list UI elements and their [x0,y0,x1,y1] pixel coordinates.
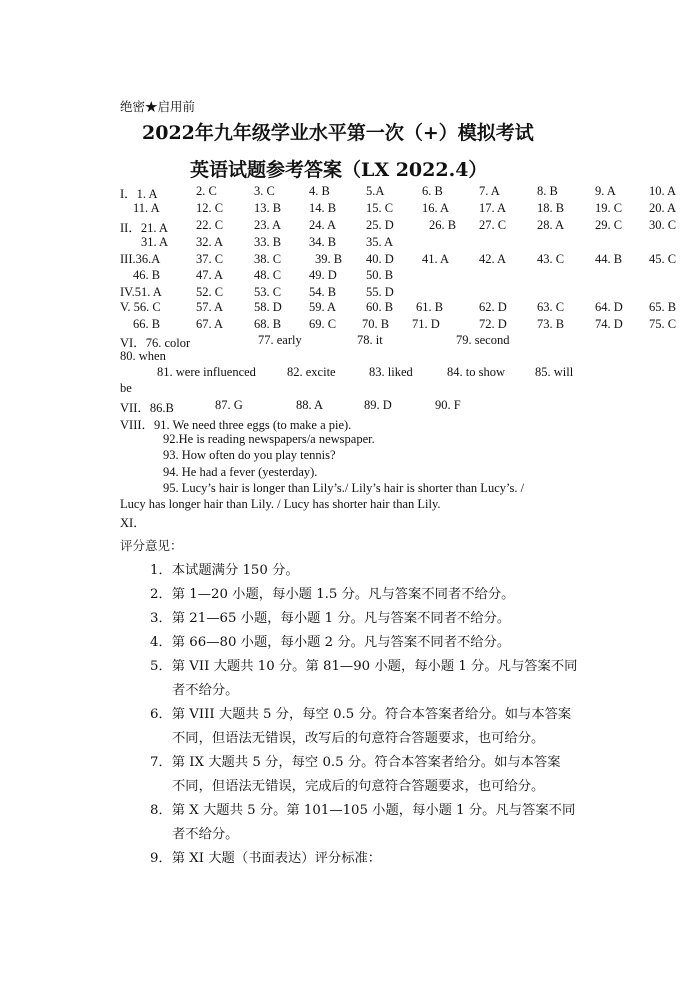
answer-55: 55. D [366,285,394,299]
answer-75: 75. C [649,317,677,331]
grading-heading: 评分意见： [120,538,183,553]
answer-7: 7. A [479,184,500,198]
answer-25: 25. D [366,218,394,232]
answer-77: 77. early [258,333,302,347]
answer-84: 84. to show [447,365,505,379]
section-11-label: XI． [120,516,146,530]
answer-9: 9. A [595,184,616,198]
grading-item-9: 9．第 XI 大题（书面表达）评分标准： [150,851,382,866]
answer-95-cont: Lucy has longer hair than Lily. / Lucy has shorter hair than Lily. [120,497,441,511]
answer-16: 16. A [422,201,450,215]
answer-85: 85. will [535,365,574,379]
answer-71: 71. D [412,317,440,331]
answer-23: 23. A [254,218,282,232]
answer-88: 88. A [296,398,324,412]
answer-3: 3. C [254,184,275,198]
grading-item-5: 5．第 VII 大题共 10 分。第 81—90 小题，每小题 1 分。凡与答案不同 [150,659,578,674]
answer-44: 44. B [595,252,623,266]
grading-item-4: 4．第 66—80 小题，每小题 2 分。凡与答案不同者不给分。 [150,635,511,650]
answer-78: 78. it [357,333,383,347]
secret-label: 绝密★启用前 [120,100,196,114]
answer-27: 27. C [479,218,507,232]
answer-91: VIII．91. We need three eggs (to make a pie). [120,418,352,432]
grading-item-1: 1．本试题满分 150 分。 [150,563,299,578]
answer-83: 83. liked [369,365,413,379]
answer-14: 14. B [309,201,337,215]
answer-48: 48. C [254,268,282,282]
answer-65: 65. B [649,300,677,314]
answer-5: 5.A [366,184,385,198]
answer-45: 45. C [649,252,677,266]
answer-30: 30. C [649,218,677,232]
answer-62: 62. D [479,300,507,314]
answer-19: 19. C [595,201,623,215]
answer-33: 33. B [254,235,282,249]
answer-13: 13. B [254,201,282,215]
answer-93: 93. How often do you play tennis? [163,448,336,462]
answer-35: 35. A [366,235,394,249]
answer-59: 59. A [309,300,337,314]
answer-87: 87. G [215,398,243,412]
answer-56: V. 56. C [120,300,161,314]
grading-item-8-cont: 者不给分。 [172,827,239,842]
answer-68: 68. B [254,317,282,331]
answer-46: 46. B [133,268,161,282]
answer-58: 58. D [254,300,282,314]
answer-6: 6. B [422,184,443,198]
answer-31: 31. A [141,235,169,249]
answer-67: 67. A [196,317,224,331]
answer-54: 54. B [309,285,337,299]
answer-90: 90. F [435,398,461,412]
answer-29: 29. C [595,218,623,232]
answer-82: 82. excite [287,365,336,379]
answer-26: 26. B [429,218,457,232]
answer-61: 61. B [416,300,444,314]
grading-item-6-cont: 不同，但语法无错误，改写后的句意符合答题要求，也可给分。 [172,731,545,746]
grading-item-8: 8．第 X 大题共 5 分。第 101—105 小题，每小题 1 分。凡与答案不同 [150,803,576,818]
grading-item-7: 7．第 IX 大题共 5 分，每空 0.5 分。符合本答案者给分。如与本答案 [150,755,561,770]
answer-22: 22. C [196,218,224,232]
answer-11: 11. A [133,201,160,215]
answer-76: VI．76. color [120,336,191,350]
answer-94: 94. He had a fever (yesterday). [163,465,318,479]
grading-item-3: 3．第 21—65 小题，每小题 1 分。凡与答案不同者不给分。 [150,611,511,626]
page-subtitle: 英语试题参考答案（LX 2022.4） [190,159,488,181]
answer-92: 92.He is reading newspapers/a newspaper. [163,432,375,446]
answer-42: 42. A [479,252,507,266]
answer-28: 28. A [537,218,565,232]
answer-1: I．1. A [120,187,158,201]
answer-85-wrap: be [120,381,132,395]
answer-81: 81. were influenced [157,365,256,379]
answer-34: 34. B [309,235,337,249]
answer-37: 37. C [196,252,224,266]
answer-18: 18. B [537,201,565,215]
answer-21: II．21. A [120,221,168,235]
grading-item-6: 6．第 VIII 大题共 5 分，每空 0.5 分。符合本答案者给分。如与本答案 [150,707,572,722]
answer-70: 70. B [362,317,390,331]
answer-20: 20. A [649,201,677,215]
answer-89: 89. D [364,398,392,412]
answer-79: 79. second [456,333,510,347]
answer-63: 63. C [537,300,565,314]
answer-66: 66. B [133,317,161,331]
answer-17: 17. A [479,201,507,215]
answer-51: IV.51. A [120,285,162,299]
answer-73: 73. B [537,317,565,331]
grading-item-2: 2．第 1—20 小题，每小题 1.5 分。凡与答案不同者不给分。 [150,587,515,602]
page-title: 2022年九年级学业水平第一次（+）模拟考试 [142,122,534,144]
grading-item-5-cont: 者不给分。 [172,683,239,698]
answer-72: 72. D [479,317,507,331]
answer-47: 47. A [196,268,224,282]
answer-15: 15. C [366,201,394,215]
answer-80: 80. when [120,349,166,363]
answer-10: 10. A [649,184,677,198]
answer-95: 95. Lucy’s hair is longer than Lily’s./ Lily’s hair is shorter than Lucy’s. / [163,481,525,495]
answer-57: 57. A [196,300,224,314]
answer-64: 64. D [595,300,623,314]
answer-53: 53. C [254,285,282,299]
answer-43: 43. C [537,252,565,266]
answer-41: 41. A [422,252,450,266]
answer-69: 69. C [309,317,337,331]
answer-2: 2. C [196,184,217,198]
answer-60: 60. B [366,300,394,314]
answer-40: 40. D [366,252,394,266]
answer-52: 52. C [196,285,224,299]
grading-item-7-cont: 不同，但语法无错误，完成后的句意符合答题要求，也可给分。 [172,779,545,794]
answer-4: 4. B [309,184,330,198]
answer-38: 38. C [254,252,282,266]
answer-39: 39. B [315,252,343,266]
answer-50: 50. B [366,268,394,282]
answer-36: III.36.A [120,252,161,266]
answer-8: 8. B [537,184,558,198]
answer-86: VII．86.B [120,401,174,415]
answer-49: 49. D [309,268,337,282]
answer-32: 32. A [196,235,224,249]
answer-74: 74. D [595,317,623,331]
answer-24: 24. A [309,218,337,232]
answer-12: 12. C [196,201,224,215]
